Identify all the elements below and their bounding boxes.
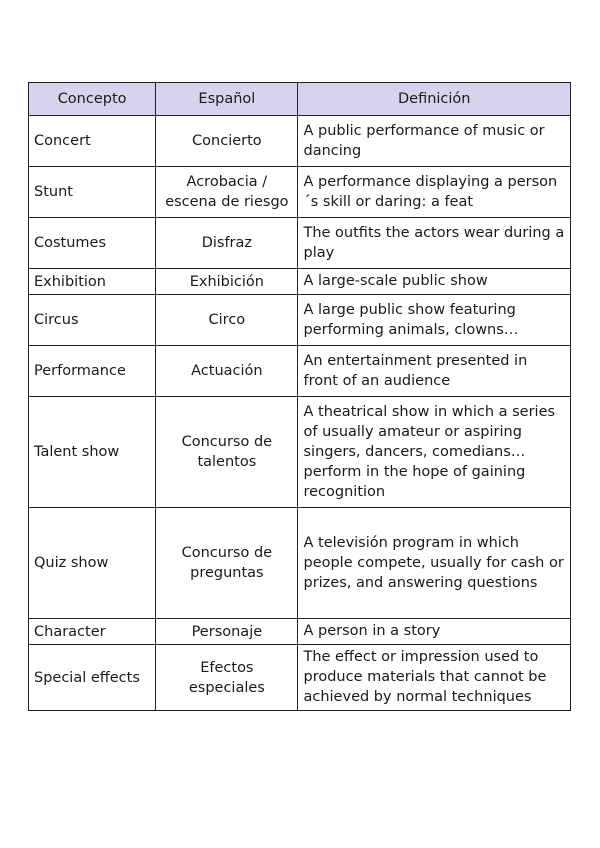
- concept-cell: Stunt: [29, 167, 156, 218]
- spanish-cell: Disfraz: [156, 218, 298, 269]
- spanish-cell: Concurso de preguntas: [156, 508, 298, 619]
- spanish-cell: Circo: [156, 295, 298, 346]
- table-row: [29, 269, 571, 295]
- spanish-cell: Efectos especiales: [156, 645, 298, 711]
- vocabulary-table: [28, 82, 571, 711]
- table-row: [29, 508, 571, 619]
- concept-cell: Exhibition: [29, 269, 156, 295]
- concept-cell: Special effects: [29, 645, 156, 711]
- spanish-cell: Exhibición: [156, 269, 298, 295]
- concept-cell: Performance: [29, 346, 156, 397]
- header-concepto: Concepto: [29, 83, 156, 116]
- definition-cell: A person in a story: [298, 619, 571, 645]
- table-row: [29, 645, 571, 711]
- header-row: [29, 83, 571, 116]
- table-row: [29, 397, 571, 508]
- concept-cell: Circus: [29, 295, 156, 346]
- definition-cell: The effect or impression used to produce materials that cannot be achieved by normal techniques: [298, 645, 571, 711]
- table-row: [29, 619, 571, 645]
- definition-cell: A theatrical show in which a series of usually amateur or aspiring singers, dancers, comedians… perform in the hope of gaining recognition: [298, 397, 571, 508]
- header-definicion: Definición: [298, 83, 571, 116]
- table-row: [29, 295, 571, 346]
- concept-cell: Talent show: [29, 397, 156, 508]
- spanish-cell: Concierto: [156, 116, 298, 167]
- definition-cell: An entertainment presented in front of an audience: [298, 346, 571, 397]
- spanish-cell: Actuación: [156, 346, 298, 397]
- definition-cell: A televisión program in which people compete, usually for cash or prizes, and answering questions: [298, 508, 571, 619]
- definition-cell: A large public show featuring performing animals, clowns…: [298, 295, 571, 346]
- concept-cell: Character: [29, 619, 156, 645]
- table-row: [29, 218, 571, 269]
- table-row: [29, 167, 571, 218]
- definition-cell: A public performance of music or dancing: [298, 116, 571, 167]
- table-row: [29, 346, 571, 397]
- spanish-cell: Concurso de talentos: [156, 397, 298, 508]
- definition-cell: The outfits the actors wear during a play: [298, 218, 571, 269]
- spanish-cell: Personaje: [156, 619, 298, 645]
- header-espanol: Español: [156, 83, 298, 116]
- definition-cell: A performance displaying a person´s skill or daring: a feat: [298, 167, 571, 218]
- spanish-cell: Acrobacia / escena de riesgo: [156, 167, 298, 218]
- concept-cell: Quiz show: [29, 508, 156, 619]
- concept-cell: Concert: [29, 116, 156, 167]
- definition-cell: A large-scale public show: [298, 269, 571, 295]
- concept-cell: Costumes: [29, 218, 156, 269]
- table-row: [29, 116, 571, 167]
